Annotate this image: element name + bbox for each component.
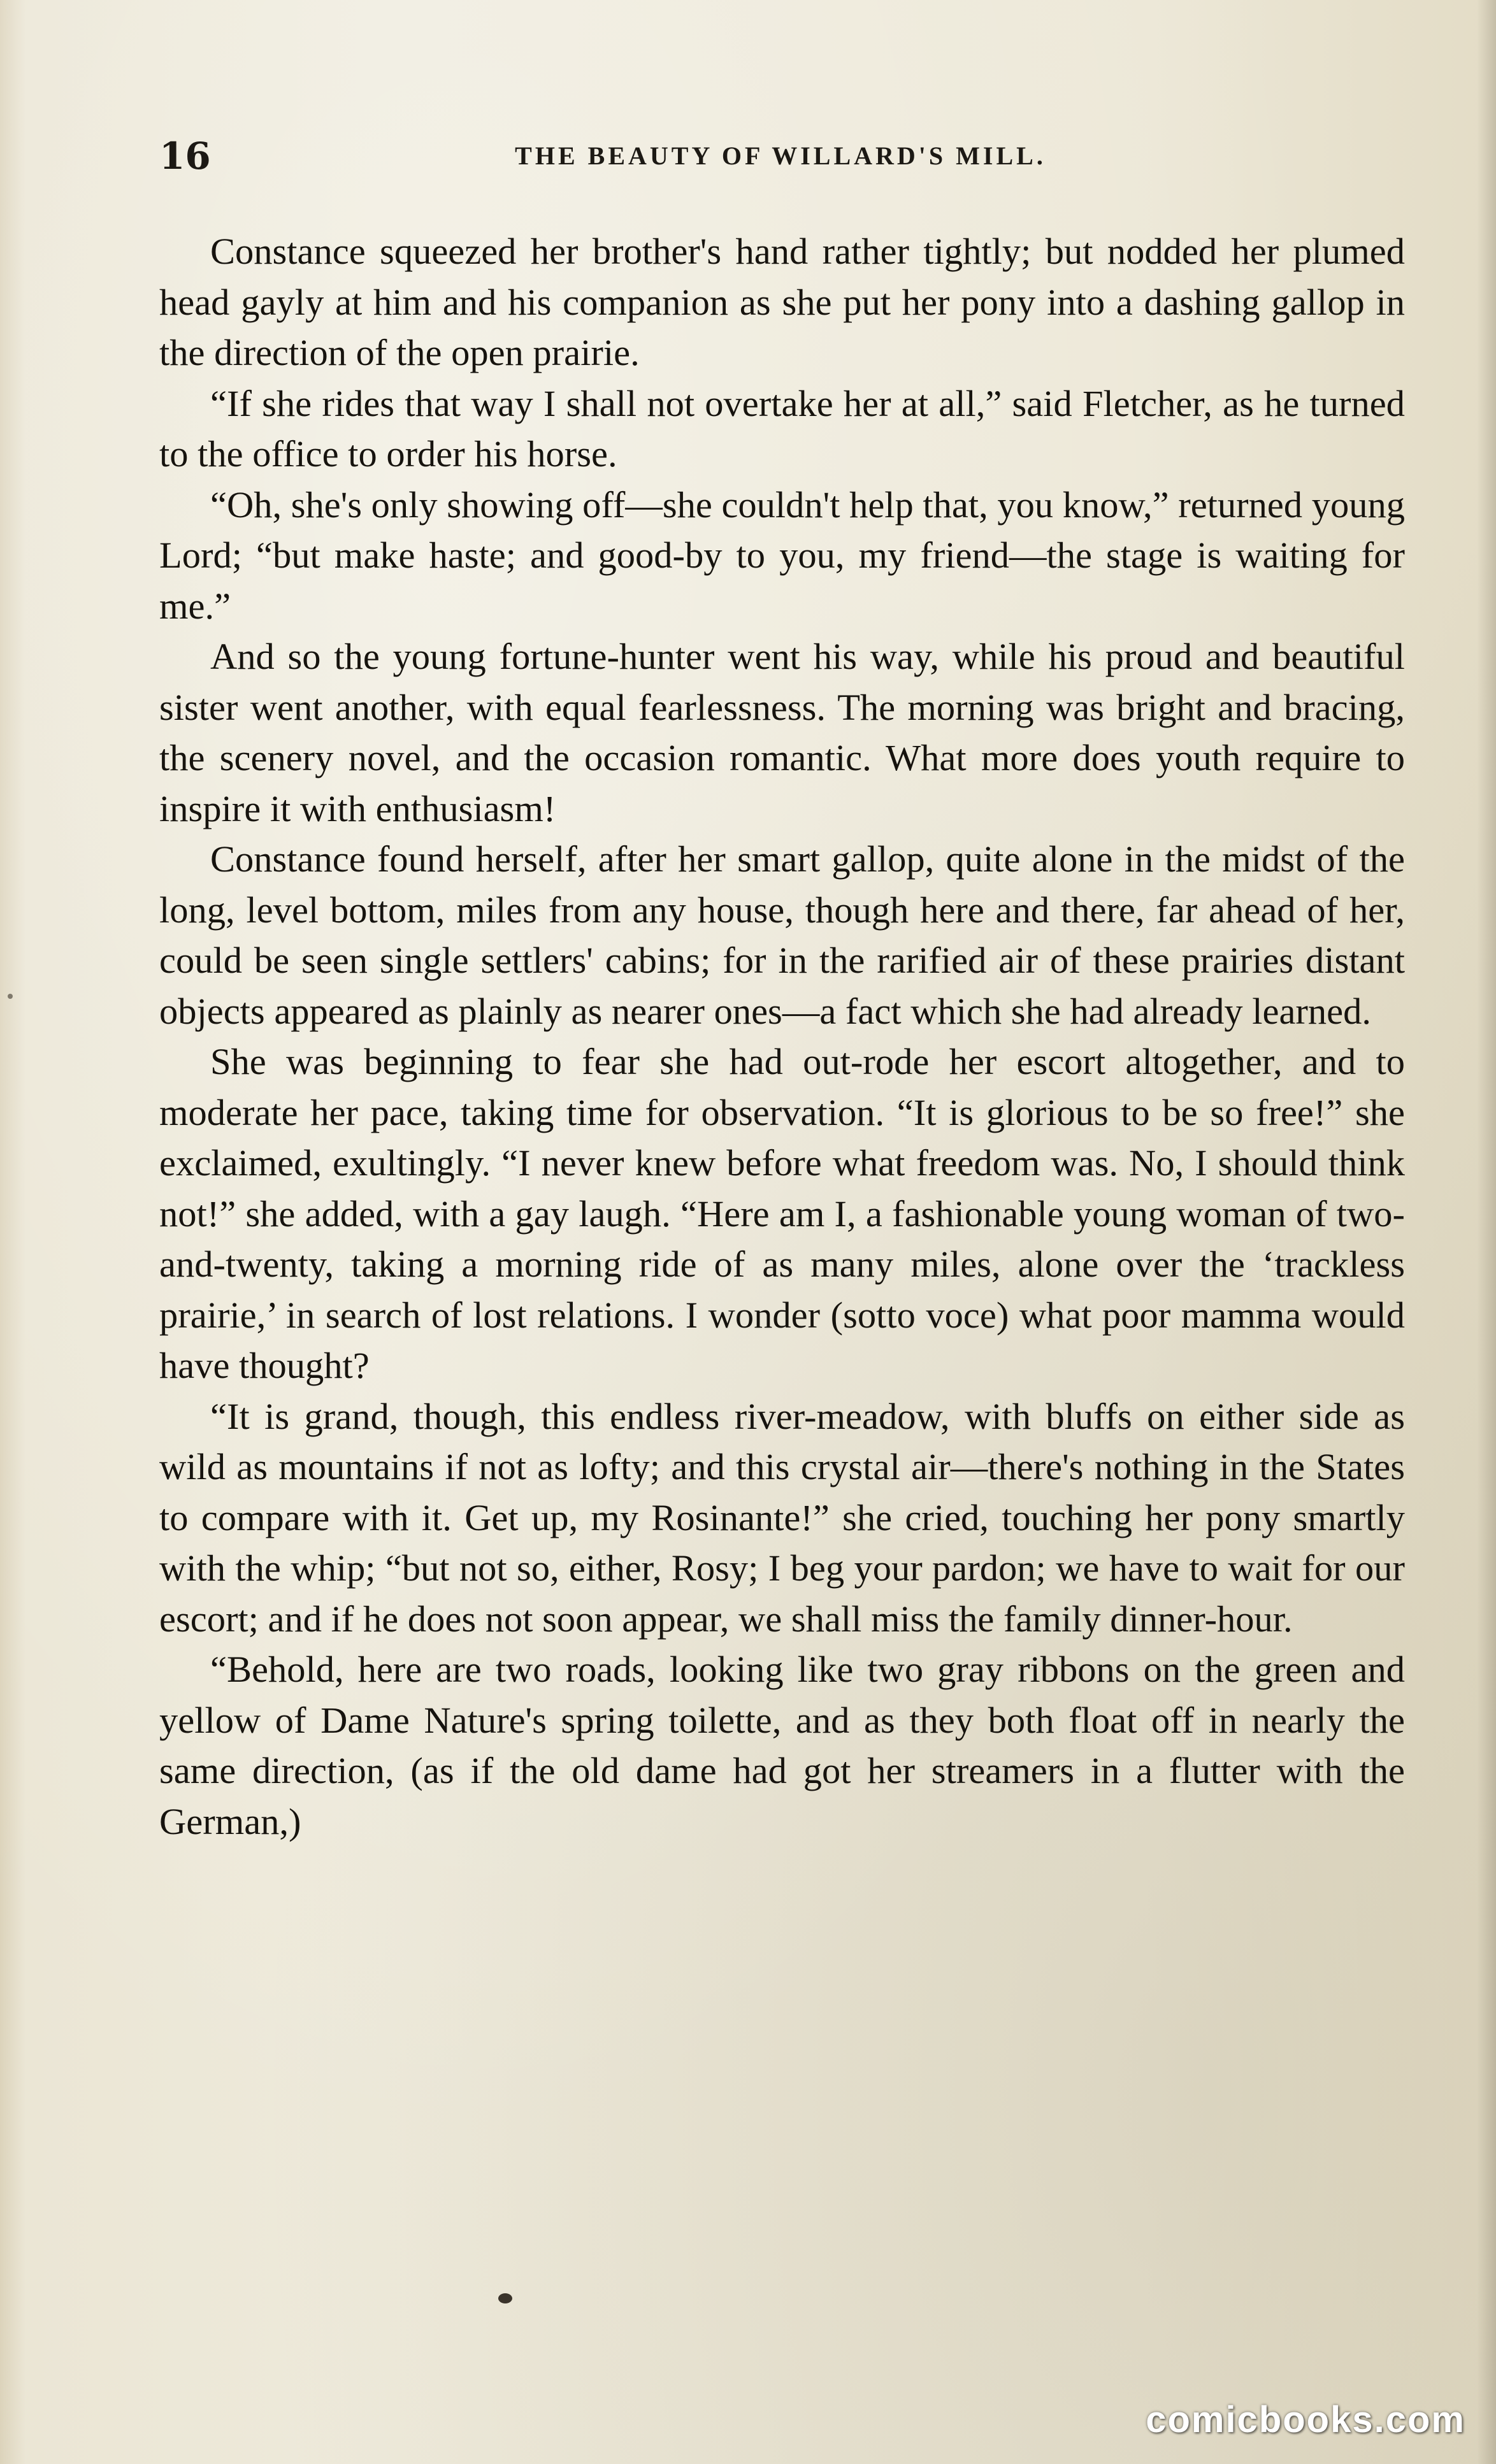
paragraph: “It is grand, though, this endless river-meadow, with bluffs on either side as wild as mountains if not as lofty; and this crystal air—there's nothing in the States to compare with it. Get up, my Rosinante!” she cried, touching her pony smartly with the whip; “but not so, either, Rosy; I beg your pardon; we have to wait for our escort; and if he does not soon appear, we shall miss the family dinner-hour. bbox=[159, 1395, 1405, 1640]
page-edge-shadow bbox=[1477, 0, 1496, 2464]
paragraph: And so the young fortune-hunter went his way, while his proud and beautiful sister went another, with equal fearlessness. The morning was bright and bracing, the scenery novel, and the occasion romantic. What more does youth require to inspire it with enthusiasm! bbox=[159, 636, 1405, 829]
ink-speck bbox=[8, 994, 13, 999]
running-title: THE BEAUTY OF WILLARD'S MILL. bbox=[515, 141, 1046, 170]
body-text bbox=[159, 226, 1405, 1847]
ink-speck bbox=[498, 2293, 512, 2303]
page-number: 16 bbox=[159, 134, 211, 178]
paragraph: “Behold, here are two roads, looking like two gray ribbons on the green and yellow of Dame Nature's spring toilette, and as they both float off in nearly the same direction, (as if the old dame had got her streamers in a flutter with the German,) bbox=[159, 1649, 1405, 1842]
watermark: comicbooks.com bbox=[1146, 2399, 1465, 2440]
paragraph: Constance found herself, after her smart gallop, quite alone in the midst of the long, level bottom, miles from any house, though here and there, far ahead of her, could be seen single settlers' cabins; for in the rarified air of these prairies distant objects appeared as plainly as nearer ones—a fact which she had already learned. bbox=[159, 838, 1405, 1032]
paragraph: She was beginning to fear she had out-rode her escort altogether, and to moderate her pace, taking time for observation. “It is glorious to be so free!” she exclaimed, exultingly. “I never knew before what freedom was. No, I should think not!” she added, with a gay laugh. “Here am I, a fashionable young woman of two-and-twenty, taking a morning ride of as many miles, alone over the ‘trackless prairie,’ in search of lost relations. I wonder (sotto voce) what poor mamma would have thought? bbox=[159, 1041, 1405, 1386]
paragraph: Constance squeezed her brother's hand rather tightly; but nodded her plumed head gayly at him and his companion as she put her pony into a dashing gallop in the direction of the open prairie. bbox=[159, 231, 1405, 373]
paragraph: “Oh, she's only showing off—she couldn't help that, you know,” returned young Lord; “but make haste; and good-by to you, my friend—the stage is waiting for me.” bbox=[159, 483, 1405, 627]
page-header bbox=[159, 131, 1408, 182]
paragraph: “If she rides that way I shall not overtake her at all,” said Fletcher, as he turned to the office to order his horse. bbox=[159, 382, 1405, 475]
